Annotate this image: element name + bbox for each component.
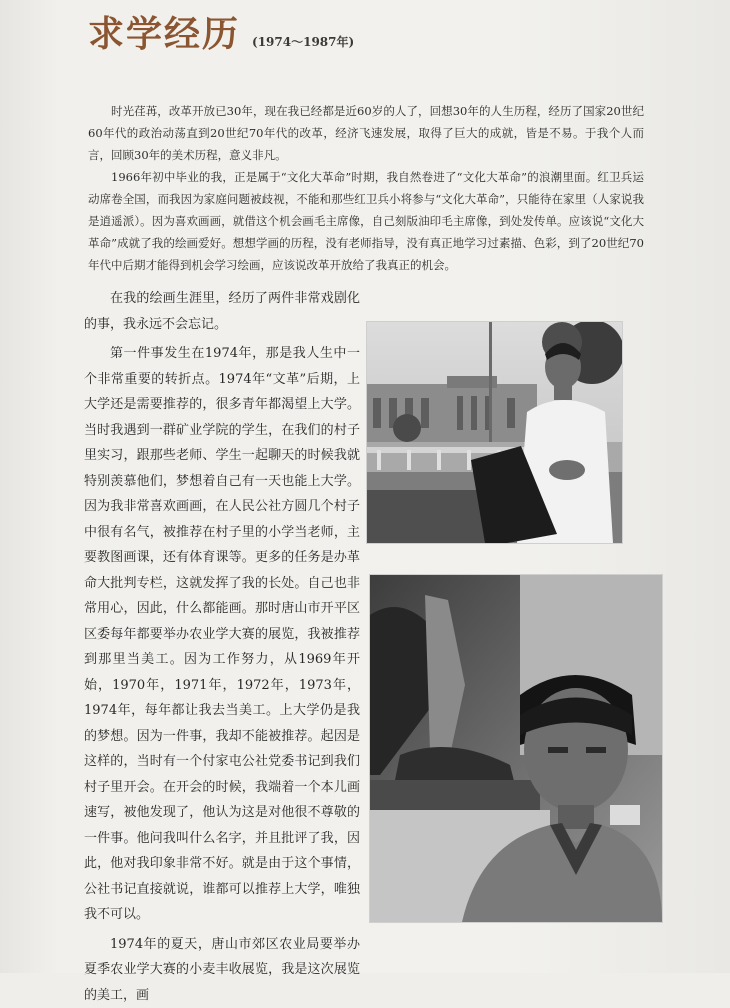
- photo-image: [367, 322, 622, 543]
- column-paragraph: 在我的绘画生涯里，经历了两件非常戏剧化的事，我永远不会忘记。: [84, 286, 360, 337]
- body-column: [84, 286, 360, 1008]
- intro-paragraph-1: 时光荏苒，改革开放已30年，现在我已经都是近60岁的人了，回想30年的人生历程，经历了国家20世纪60年代的政治动荡直到20世纪70年代的改革，经济飞速发展，取得了巨大的成就，皆是不易。于我个人而言，回顾30年的美术历程，意义非凡。: [88, 100, 644, 166]
- page-title: 求学经历: [88, 6, 240, 57]
- page-subtitle: (1974～1987年): [252, 33, 354, 50]
- photo-young-man-portrait: [370, 575, 662, 922]
- column-paragraph: 1974年的夏天，唐山市郊区农业局要举办夏季农业学大赛的小麦丰收展览，我是这次展览的美工，画: [84, 932, 360, 1008]
- title-block: [88, 6, 354, 57]
- column-paragraph: 第一件事发生在1974年，那是我人生中一个非常重要的转折点。1974年“文革”后期，上大学还是需要推荐的，很多青年都渴望上大学。当时我遇到一群矿业学院的学生，在我们的村子里实习，跟那些老师、学生一起聊天的时候我就特别羡慕他们，梦想着自己有一天也能上大学。因为我非常喜欢画画，在人民公社方圆几个村子中很有名气，被推荐在村子里的小学当老师，主要教图画课，还有体育课等。更多的任务是办革命大批判专栏，这就发挥了我的长处。自己也非常用心，因此，什么都能画。那时唐山市开平区区委每年都要举办农业学大赛的展览，我被推荐到那里当美工。因为工作努力，从1969年开始，1970年，1971年，1972年，1973年，1974年，每年都让我去当美工。上大学仍是我的梦想。因为一件事，我却不能被推荐。起因是这样的，当时有一个付家屯公社党委书记到我们村子里开会。在开会的时候，我端着一个本儿画速写，被他发现了，他认为这是对他很不尊敬的一件事。他问我叫什么名字，并且批评了我，因此，他对我印象非常不好。就是由于这个事情，公社书记直接就说，谁都可以推荐上大学，唯独我不可以。: [84, 341, 360, 928]
- photo-man-with-drawing-board: [367, 322, 622, 543]
- intro-paragraph-2: 1966年初中毕业的我，正是属于“文化大革命”时期，我自然卷进了“文化大革命”的浪潮里面。红卫兵运动席卷全国，而我因为家庭问题被歧视，不能和那些红卫兵小将参与“文化大革命”，只能待在家里（人家说我是逍遥派）。因为喜欢画画，就借这个机会画毛主席像，自己刻版油印毛主席像，到处发传单。应该说“文化大革命”成就了我的绘画爱好。想想学画的历程，没有老师指导，没有真正地学习过素描、色彩，到了20世纪70年代中后期才能得到机会学习绘画，应该说改革开放给了我真正的机会。: [88, 166, 644, 276]
- photo-image: [370, 575, 662, 922]
